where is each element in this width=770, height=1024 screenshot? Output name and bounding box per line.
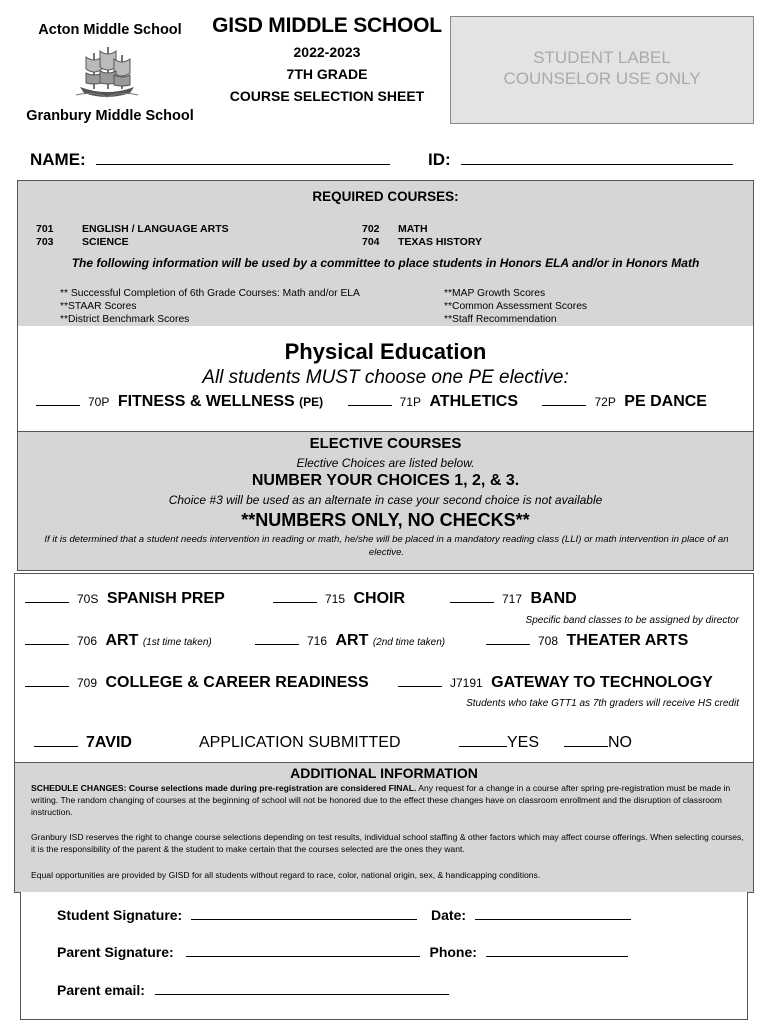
- pe-option-name: FITNESS & WELLNESS: [117, 393, 295, 410]
- elective-code: 70S: [77, 592, 99, 606]
- schedule-changes-bold: SCHEDULE CHANGES: Course selections made during pre-registration are considered FINAL.: [31, 783, 417, 793]
- elective-art-2: [255, 632, 445, 650]
- date-label: Date:: [431, 907, 467, 923]
- elective-blank[interactable]: [273, 591, 317, 603]
- school-name-granbury: Granbury Middle School: [26, 108, 194, 124]
- name-field[interactable]: [30, 150, 390, 170]
- elective-note: (1st time taken): [142, 637, 212, 648]
- elective-blank[interactable]: [450, 591, 494, 603]
- course-code: 702: [362, 223, 380, 235]
- elective-theater: [486, 632, 688, 650]
- numbers-only-note: **NUMBERS ONLY, NO CHECKS**: [241, 510, 530, 530]
- title-block: [212, 14, 442, 107]
- elective-art-1: [25, 632, 212, 650]
- course-code: 703: [36, 236, 54, 248]
- elective-name: SPANISH PREP: [106, 590, 225, 607]
- pe-code: 71P: [399, 395, 421, 409]
- parent-email-row: [57, 981, 449, 998]
- criteria-item: **District Benchmark Scores: [60, 314, 190, 325]
- name-label: NAME:: [30, 150, 86, 169]
- elective-choices-section: [14, 573, 754, 763]
- student-signature-line[interactable]: [191, 906, 417, 920]
- pe-option-name: PE DANCE: [624, 393, 707, 410]
- avid-application: APPLICATION SUBMITTED: [199, 734, 401, 751]
- gtt-note: Students who take GTT1 as 7th graders will receive HS credit: [466, 698, 739, 709]
- criteria-item: **MAP Growth Scores: [444, 288, 546, 299]
- course-name: SCIENCE: [82, 236, 129, 248]
- elective-blank[interactable]: [398, 675, 442, 687]
- date-line[interactable]: [475, 906, 631, 920]
- schedule-changes-text: [31, 782, 745, 818]
- rights-text: Granbury ISD reserves the right to change course selections depending on test results, individual school staffing & other factors which may affect course offerings. When selecting courses, it is the responsibility of the parent & the student to make certain that the courses selected are the ones they want.: [31, 832, 744, 854]
- elective-number-instructions: NUMBER YOUR CHOICES 1, 2, & 3.: [251, 472, 520, 489]
- elective-alternate-note: Choice #3 will be used as an alternate in case your second choice is not available: [168, 493, 603, 507]
- label-box-line2: COUNSELOR USE ONLY: [503, 69, 701, 88]
- page-title: GISD MIDDLE SCHOOL: [212, 14, 442, 37]
- grade-level: 7TH GRADE: [286, 66, 368, 82]
- honors-note: The following information will be used by a committee to place students in Honors ELA and/or in Honors Math: [71, 256, 700, 270]
- sheet-title: COURSE SELECTION SHEET: [229, 88, 425, 104]
- pe-code: 70P: [88, 395, 110, 409]
- elective-code: 708: [538, 634, 559, 648]
- elective-code: 715: [325, 592, 346, 606]
- avid-yes-blank[interactable]: [459, 735, 507, 747]
- student-signature-row: [57, 906, 631, 923]
- avid-yes-label: YES: [507, 734, 540, 751]
- elective-name: GATEWAY TO TECHNOLOGY: [491, 674, 713, 691]
- elective-code: 709: [77, 676, 98, 690]
- elective-band: [450, 590, 577, 608]
- elective-blank[interactable]: [34, 735, 78, 747]
- elective-instructions-section: [17, 431, 754, 571]
- schedule-changes-rest: Any request for a change in a course after spring pre-registration must be made in writing. The random changing of courses at the beginning of school will not be honored due to the effect these changes have on classroom enrollment and the disruption of classroom instruction.: [31, 783, 731, 817]
- elective-name: BAND: [530, 590, 577, 607]
- student-label-box: [450, 16, 754, 124]
- elective-name: THEATER ARTS: [566, 632, 689, 649]
- elective-note: (2nd time taken): [372, 637, 446, 648]
- required-courses-section: [17, 180, 754, 328]
- parent-email-line[interactable]: [155, 981, 449, 995]
- criteria-right: [444, 287, 587, 326]
- pe-subheading: All students MUST choose one PE elective:: [202, 367, 569, 388]
- elective-blank[interactable]: [255, 633, 299, 645]
- additional-information-section: [14, 762, 754, 893]
- parent-signature-line[interactable]: [186, 943, 420, 957]
- pe-athletics-blank[interactable]: [348, 394, 392, 406]
- parent-signature-label: Parent Signature:: [57, 944, 174, 960]
- pe-fitness-blank[interactable]: [36, 394, 80, 406]
- label-box-line1: STUDENT LABEL: [533, 48, 671, 67]
- equal-opportunity-text: Equal opportunities are provided by GISD for all students without regard to race, color, national origin, sex, & handicapping conditions.: [31, 870, 541, 880]
- pe-option-suffix: (PE): [299, 395, 324, 409]
- criteria-left: [60, 287, 360, 326]
- course-name: MATH: [398, 223, 428, 235]
- parent-email-label: Parent email:: [57, 982, 145, 998]
- student-signature-label: Student Signature:: [57, 907, 183, 923]
- ship-logo-icon: [72, 45, 142, 101]
- phone-label: Phone:: [429, 944, 477, 960]
- avid-no-label: NO: [608, 734, 632, 751]
- parent-signature-row: [57, 943, 628, 960]
- physical-education-section: [17, 326, 754, 432]
- pe-option-name: ATHLETICS: [429, 393, 519, 410]
- course-code: 701: [36, 223, 54, 235]
- avid-yes-option: [459, 734, 539, 752]
- course-name: TEXAS HISTORY: [398, 236, 483, 248]
- course-code: 704: [362, 236, 380, 248]
- school-name-acton: Acton Middle School: [38, 22, 182, 38]
- elective-code: J7191: [450, 676, 483, 690]
- id-label: ID:: [428, 150, 451, 169]
- phone-line[interactable]: [486, 943, 628, 957]
- elective-blank[interactable]: [486, 633, 530, 645]
- pe-dance-blank[interactable]: [542, 394, 586, 406]
- elective-code: 706: [77, 634, 98, 648]
- avid-no-option: [564, 734, 632, 752]
- elective-choir: [273, 590, 405, 608]
- pe-options-row: [36, 393, 707, 411]
- course-name: ENGLISH / LANGUAGE ARTS: [82, 223, 229, 235]
- criteria-item: **Common Assessment Scores: [444, 301, 588, 312]
- elective-heading: ELECTIVE COURSES: [309, 435, 462, 452]
- criteria-item: ** Successful Completion of 6th Grade Courses: Math and/or ELA: [60, 288, 360, 299]
- intervention-note: If it is determined that a student needs intervention in reading or math, he/she will be placed in a mandatory reading class (LLI) or math intervention in place of an elective.: [44, 534, 729, 558]
- required-heading: REQUIRED COURSES:: [312, 189, 459, 204]
- id-field[interactable]: [428, 150, 733, 170]
- signature-section: [20, 892, 748, 1020]
- school-year: 2022-2023: [293, 44, 361, 60]
- elective-code: 716: [307, 634, 328, 648]
- band-note: Specific band classes to be assigned by director: [525, 615, 739, 626]
- elective-ccr: [25, 674, 369, 692]
- elective-spanish: [25, 590, 225, 608]
- elective-blank[interactable]: [25, 633, 69, 645]
- elective-gtt: [398, 674, 713, 692]
- elective-code: 717: [502, 592, 523, 606]
- id-line[interactable]: [461, 151, 733, 165]
- elective-blank[interactable]: [25, 591, 69, 603]
- name-line[interactable]: [96, 151, 390, 165]
- elective-name: ART: [105, 632, 139, 649]
- elective-name: ART: [335, 632, 369, 649]
- pe-heading: Physical Education: [284, 339, 487, 364]
- elective-name: CHOIR: [353, 590, 406, 607]
- elective-blank[interactable]: [25, 675, 69, 687]
- pe-code: 72P: [594, 395, 616, 409]
- avid-no-blank[interactable]: [564, 735, 608, 747]
- elective-listed: Elective Choices are listed below.: [296, 456, 475, 470]
- elective-name: 7AVID: [86, 734, 132, 751]
- elective-avid: [34, 734, 132, 752]
- criteria-item: **STAAR Scores: [60, 301, 137, 312]
- additional-heading: ADDITIONAL INFORMATION: [290, 765, 478, 781]
- criteria-item: **Staff Recommendation: [444, 314, 557, 325]
- elective-name: COLLEGE & CAREER READINESS: [105, 674, 369, 691]
